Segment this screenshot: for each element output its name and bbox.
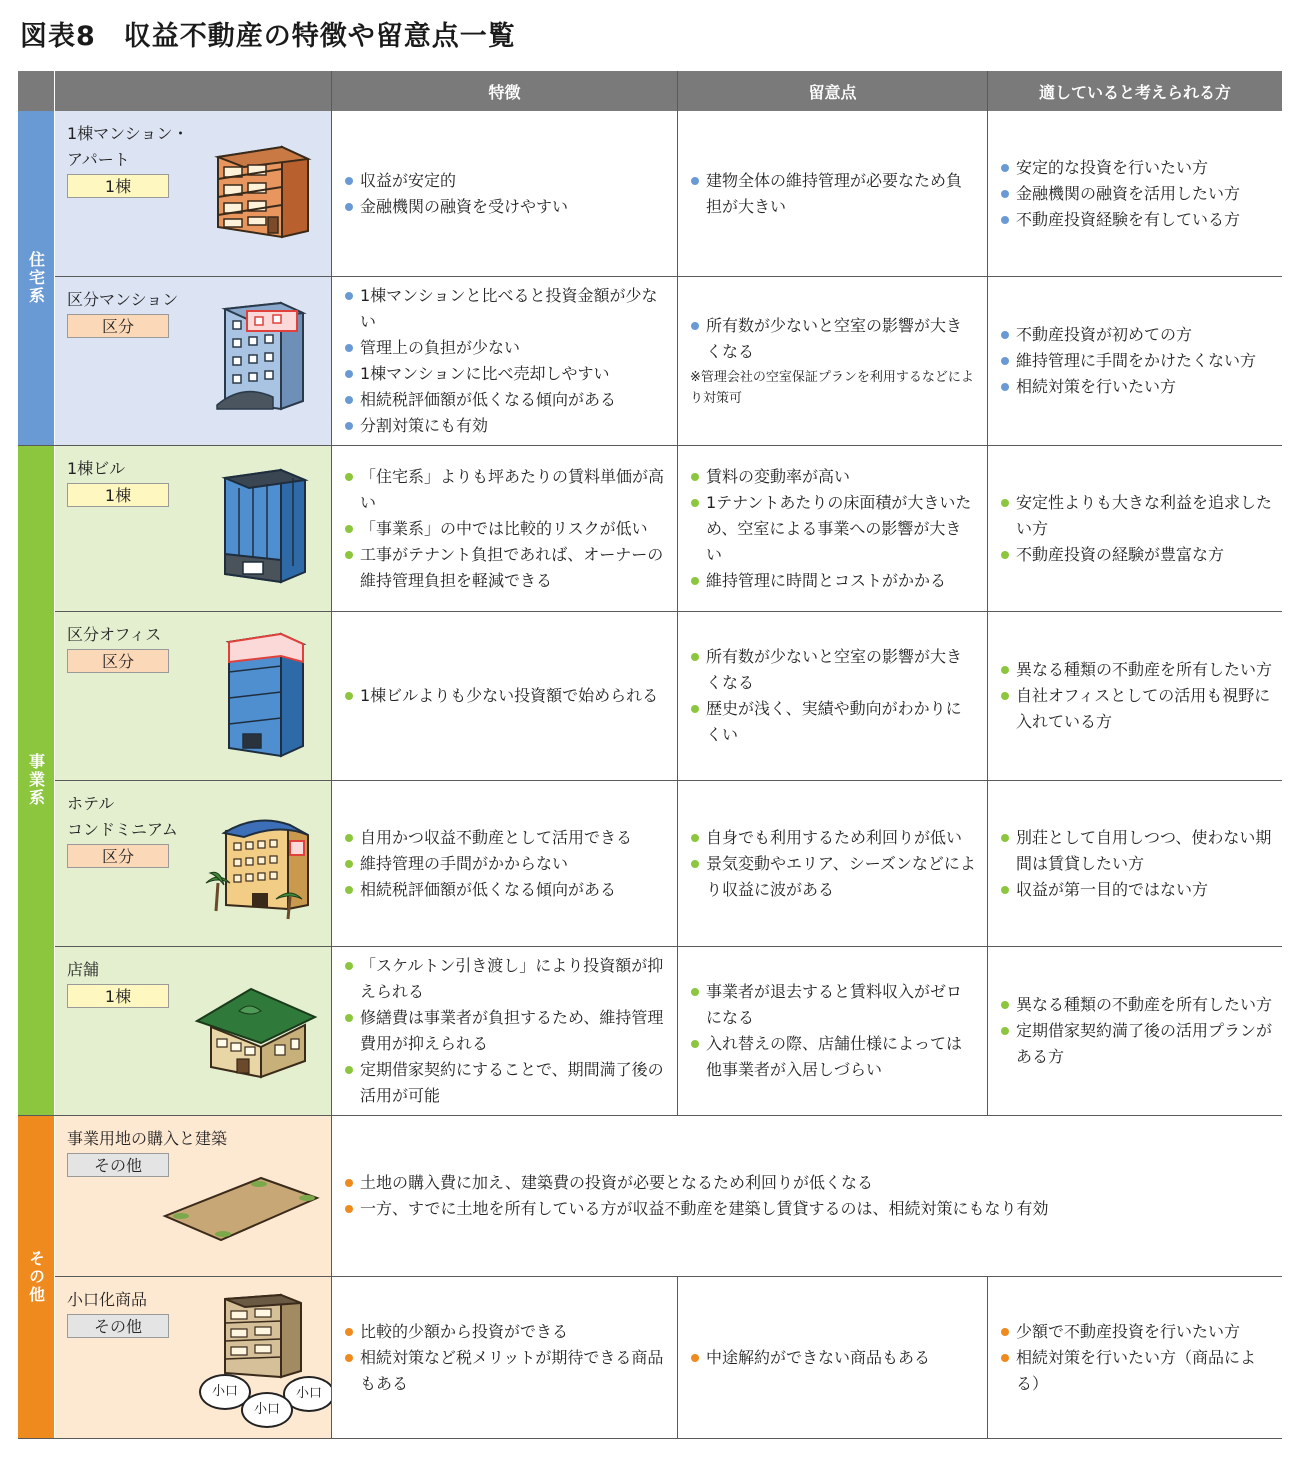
grid-line	[55, 780, 1282, 781]
features-cell	[332, 612, 677, 780]
bullet-item: 分割対策にも有効	[344, 413, 667, 439]
property-name: ホテル コンドミニアム	[67, 794, 178, 839]
category-label: 住宅系	[26, 251, 46, 305]
notes-cell	[678, 781, 987, 946]
suitable-list	[1000, 322, 1272, 400]
grid-line	[18, 1438, 1282, 1439]
notes-cell	[678, 947, 987, 1115]
category-business	[18, 445, 54, 1115]
notes-cell	[678, 446, 987, 611]
header-suitable: 適していると考えられる方	[988, 71, 1282, 111]
hotel-icon	[190, 813, 320, 925]
notes-list	[690, 313, 977, 365]
bullet-item: 景気変動やエリア、シーズンなどにより収益に波がある	[690, 851, 977, 903]
bullet-item: 1棟マンションに比べ売却しやすい	[344, 361, 667, 387]
header-features: 特徴	[332, 71, 677, 111]
property-cell	[55, 1116, 331, 1276]
bullet-item: 工事がテナント負担であれば、オーナーの維持管理負担を軽減できる	[344, 542, 667, 594]
category-other	[18, 1115, 54, 1439]
features-cell	[332, 277, 677, 445]
property-type-tag: 区分	[67, 314, 169, 338]
suitable-cell	[988, 111, 1282, 276]
features-list	[344, 168, 667, 220]
bullet-item: 相続税評価額が低くなる傾向がある	[344, 877, 667, 903]
merged-list	[344, 1170, 1272, 1222]
bullet-item: 定期借家契約満了後の活用プランがある方	[1000, 1018, 1272, 1070]
notes-list	[690, 979, 977, 1083]
fractional-bubble: 小口	[199, 1374, 251, 1410]
grid-line	[987, 1276, 988, 1439]
notes-cell	[678, 277, 987, 445]
bullet-item: 相続税評価額が低くなる傾向がある	[344, 387, 667, 413]
bullet-item: 事業者が退去すると賃料収入がゼロになる	[690, 979, 977, 1031]
notes-list	[690, 1345, 977, 1371]
property-cell	[55, 277, 331, 445]
grid-line	[55, 276, 1282, 277]
property-type-tag: 区分	[67, 844, 169, 868]
property-name: 区分マンション	[67, 290, 179, 309]
bullet-item: 維持管理に手間をかけたくない方	[1000, 348, 1272, 374]
bullet-item: 建物全体の維持管理が必要なため負担が大きい	[690, 168, 977, 220]
bullet-item: 不動産投資の経験が豊富な方	[1000, 542, 1272, 568]
bullet-item: 別荘として自用しつつ、使わない期間は賃貸したい方	[1000, 825, 1272, 877]
property-name: 事業用地の購入と建築	[67, 1129, 228, 1148]
features-cell	[332, 446, 677, 611]
notes-cell	[678, 111, 987, 276]
suitable-list	[1000, 825, 1272, 903]
bullet-item: 管理上の負担が少ない	[344, 335, 667, 361]
bullet-item: 定期借家契約にすることで、期間満了後の活用が可能	[344, 1057, 667, 1109]
property-cell	[55, 947, 331, 1115]
bullet-item: 「スケルトン引き渡し」により投資額が抑えられる	[344, 953, 667, 1005]
bullet-item: 1テナントあたりの床面積が大きいため、空室による事業への影響が大きい	[690, 490, 977, 568]
bullet-item: 修繕費は事業者が負担するため、維持管理費用が抑えられる	[344, 1005, 667, 1057]
header-corner-1	[18, 71, 54, 111]
property-type-tag: 1棟	[67, 174, 169, 198]
header-corner-2	[55, 71, 331, 111]
bullet-item: 維持管理に時間とコストがかかる	[690, 568, 977, 594]
bullet-item: 入れ替えの際、店舗仕様によっては他事業者が入居しづらい	[690, 1031, 977, 1083]
suitable-cell	[988, 277, 1282, 445]
suitable-list	[1000, 657, 1272, 735]
category-residential	[18, 111, 54, 445]
header-notes: 留意点	[678, 71, 987, 111]
grid-line	[987, 71, 988, 1116]
bullet-item: 中途解約ができない商品もある	[690, 1345, 977, 1371]
features-cell	[332, 947, 677, 1115]
comparison-table	[18, 71, 1282, 1439]
property-name: 1棟マンション・ アパート	[67, 124, 189, 169]
property-cell	[55, 1277, 331, 1439]
features-cell	[332, 111, 677, 276]
notes-list	[690, 825, 977, 903]
bullet-item: 安定性よりも大きな利益を追求したい方	[1000, 490, 1272, 542]
features-list	[344, 1319, 667, 1397]
suitable-cell	[988, 1277, 1282, 1439]
suitable-cell	[988, 612, 1282, 780]
property-type-tag: 1棟	[67, 483, 169, 507]
features-list	[344, 825, 667, 903]
bullet-item: 土地の購入費に加え、建築費の投資が必要となるため利回りが低くなる	[344, 1170, 1272, 1196]
notes-list	[690, 168, 977, 220]
grid-line	[18, 1115, 1282, 1116]
bullet-item: 異なる種類の不動産を所有したい方	[1000, 657, 1272, 683]
grid-line	[55, 611, 1282, 612]
bullet-item: 収益が安定的	[344, 168, 667, 194]
property-cell	[55, 111, 331, 276]
office-unit-icon	[207, 628, 315, 764]
notes-cell	[678, 1277, 987, 1439]
property-name: 店舗	[67, 960, 100, 979]
bullet-item: 自社オフィスとしての活用も視野に入れている方	[1000, 683, 1272, 735]
features-list	[344, 283, 667, 439]
bullet-item: 相続対策など税メリットが期待できる商品もある	[344, 1345, 667, 1397]
property-cell	[55, 781, 331, 946]
figure-title: 図表8 収益不動産の特徴や留意点一覧	[20, 21, 516, 52]
property-cell	[55, 446, 331, 611]
condominium-unit-icon	[203, 297, 313, 415]
category-label: 事業系	[26, 753, 46, 807]
grid-line	[677, 1276, 678, 1439]
features-cell	[332, 1277, 677, 1439]
land-plot-icon	[161, 1172, 321, 1252]
notes-cell	[678, 612, 987, 780]
notes-list	[690, 464, 977, 594]
bullet-item: 維持管理の手間がかからない	[344, 851, 667, 877]
bullet-item: 相続対策を行いたい方（商品による）	[1000, 1345, 1272, 1397]
property-name: 小口化商品	[67, 1290, 148, 1309]
bullet-item: 「住宅系」よりも坪あたりの賃料単価が高い	[344, 464, 667, 516]
suitable-list	[1000, 992, 1272, 1070]
bullet-item: 「事業系」の中では比較的リスクが低い	[344, 516, 667, 542]
property-type-tag: 1棟	[67, 984, 169, 1008]
bullet-item: 少額で不動産投資を行いたい方	[1000, 1319, 1272, 1345]
notes-list	[690, 644, 977, 748]
suitable-cell	[988, 781, 1282, 946]
bullet-item: 自身でも利用するため利回りが低い	[690, 825, 977, 851]
property-cell	[55, 612, 331, 780]
features-list	[344, 464, 667, 594]
bullet-item: 収益が第一目的ではない方	[1000, 877, 1272, 903]
grid-line	[55, 946, 1282, 947]
bullet-item: 金融機関の融資を受けやすい	[344, 194, 667, 220]
bullet-item: 所有数が少ないと空室の影響が大きくなる	[690, 644, 977, 696]
suitable-list	[1000, 155, 1272, 233]
suitable-list	[1000, 1319, 1272, 1397]
bullet-item: 不動産投資が初めての方	[1000, 322, 1272, 348]
bullet-item: 一方、すでに土地を所有している方が収益不動産を建築し賃貸するのは、相続対策にもなり有効	[344, 1196, 1272, 1222]
property-name: 区分オフィス	[67, 625, 162, 644]
bullet-item: 賃料の変動率が高い	[690, 464, 977, 490]
suitable-list	[1000, 490, 1272, 568]
property-type-tag: 区分	[67, 649, 169, 673]
bullet-item: 歴史が浅く、実績や動向がわかりにくい	[690, 696, 977, 748]
fractional-bubble: 小口	[283, 1376, 331, 1412]
bullet-item: 1棟ビルよりも少ない投資額で始められる	[344, 683, 667, 709]
property-name: 1棟ビル	[67, 459, 126, 478]
features-list	[344, 953, 667, 1109]
suitable-cell	[988, 947, 1282, 1115]
bullet-item: 不動産投資経験を有している方	[1000, 207, 1272, 233]
grid-line	[677, 71, 678, 1116]
grid-line	[55, 1276, 1282, 1277]
bullet-item: 所有数が少ないと空室の影響が大きくなる	[690, 313, 977, 365]
category-label: その他	[26, 1250, 46, 1304]
grid-line	[18, 445, 1282, 446]
bullet-item: 相続対策を行いたい方	[1000, 374, 1272, 400]
bullet-item: 1棟マンションと比べると投資金額が少ない	[344, 283, 667, 335]
suitable-cell	[988, 446, 1282, 611]
property-type-tag: その他	[67, 1153, 169, 1177]
bullet-item: 異なる種類の不動産を所有したい方	[1000, 992, 1272, 1018]
property-type-tag: その他	[67, 1314, 169, 1338]
features-cell	[332, 781, 677, 946]
note-supplement: ※管理会社の空室保証プランを利用するなどにより対策可	[690, 370, 974, 406]
bullet-item: 安定的な投資を行いたい方	[1000, 155, 1272, 181]
features-list	[344, 683, 667, 709]
office-building-icon	[205, 464, 315, 590]
bullet-item: 金融機関の融資を活用したい方	[1000, 181, 1272, 207]
fractional-bubble: 小口	[241, 1392, 293, 1428]
store-icon	[191, 981, 321, 1081]
bullet-item: 比較的少額から投資ができる	[344, 1319, 667, 1345]
merged-description-cell	[332, 1116, 1282, 1276]
apartment-building-icon	[210, 137, 320, 245]
fractional-building-icon	[205, 1289, 305, 1381]
bullet-item: 自用かつ収益不動産として活用できる	[344, 825, 667, 851]
